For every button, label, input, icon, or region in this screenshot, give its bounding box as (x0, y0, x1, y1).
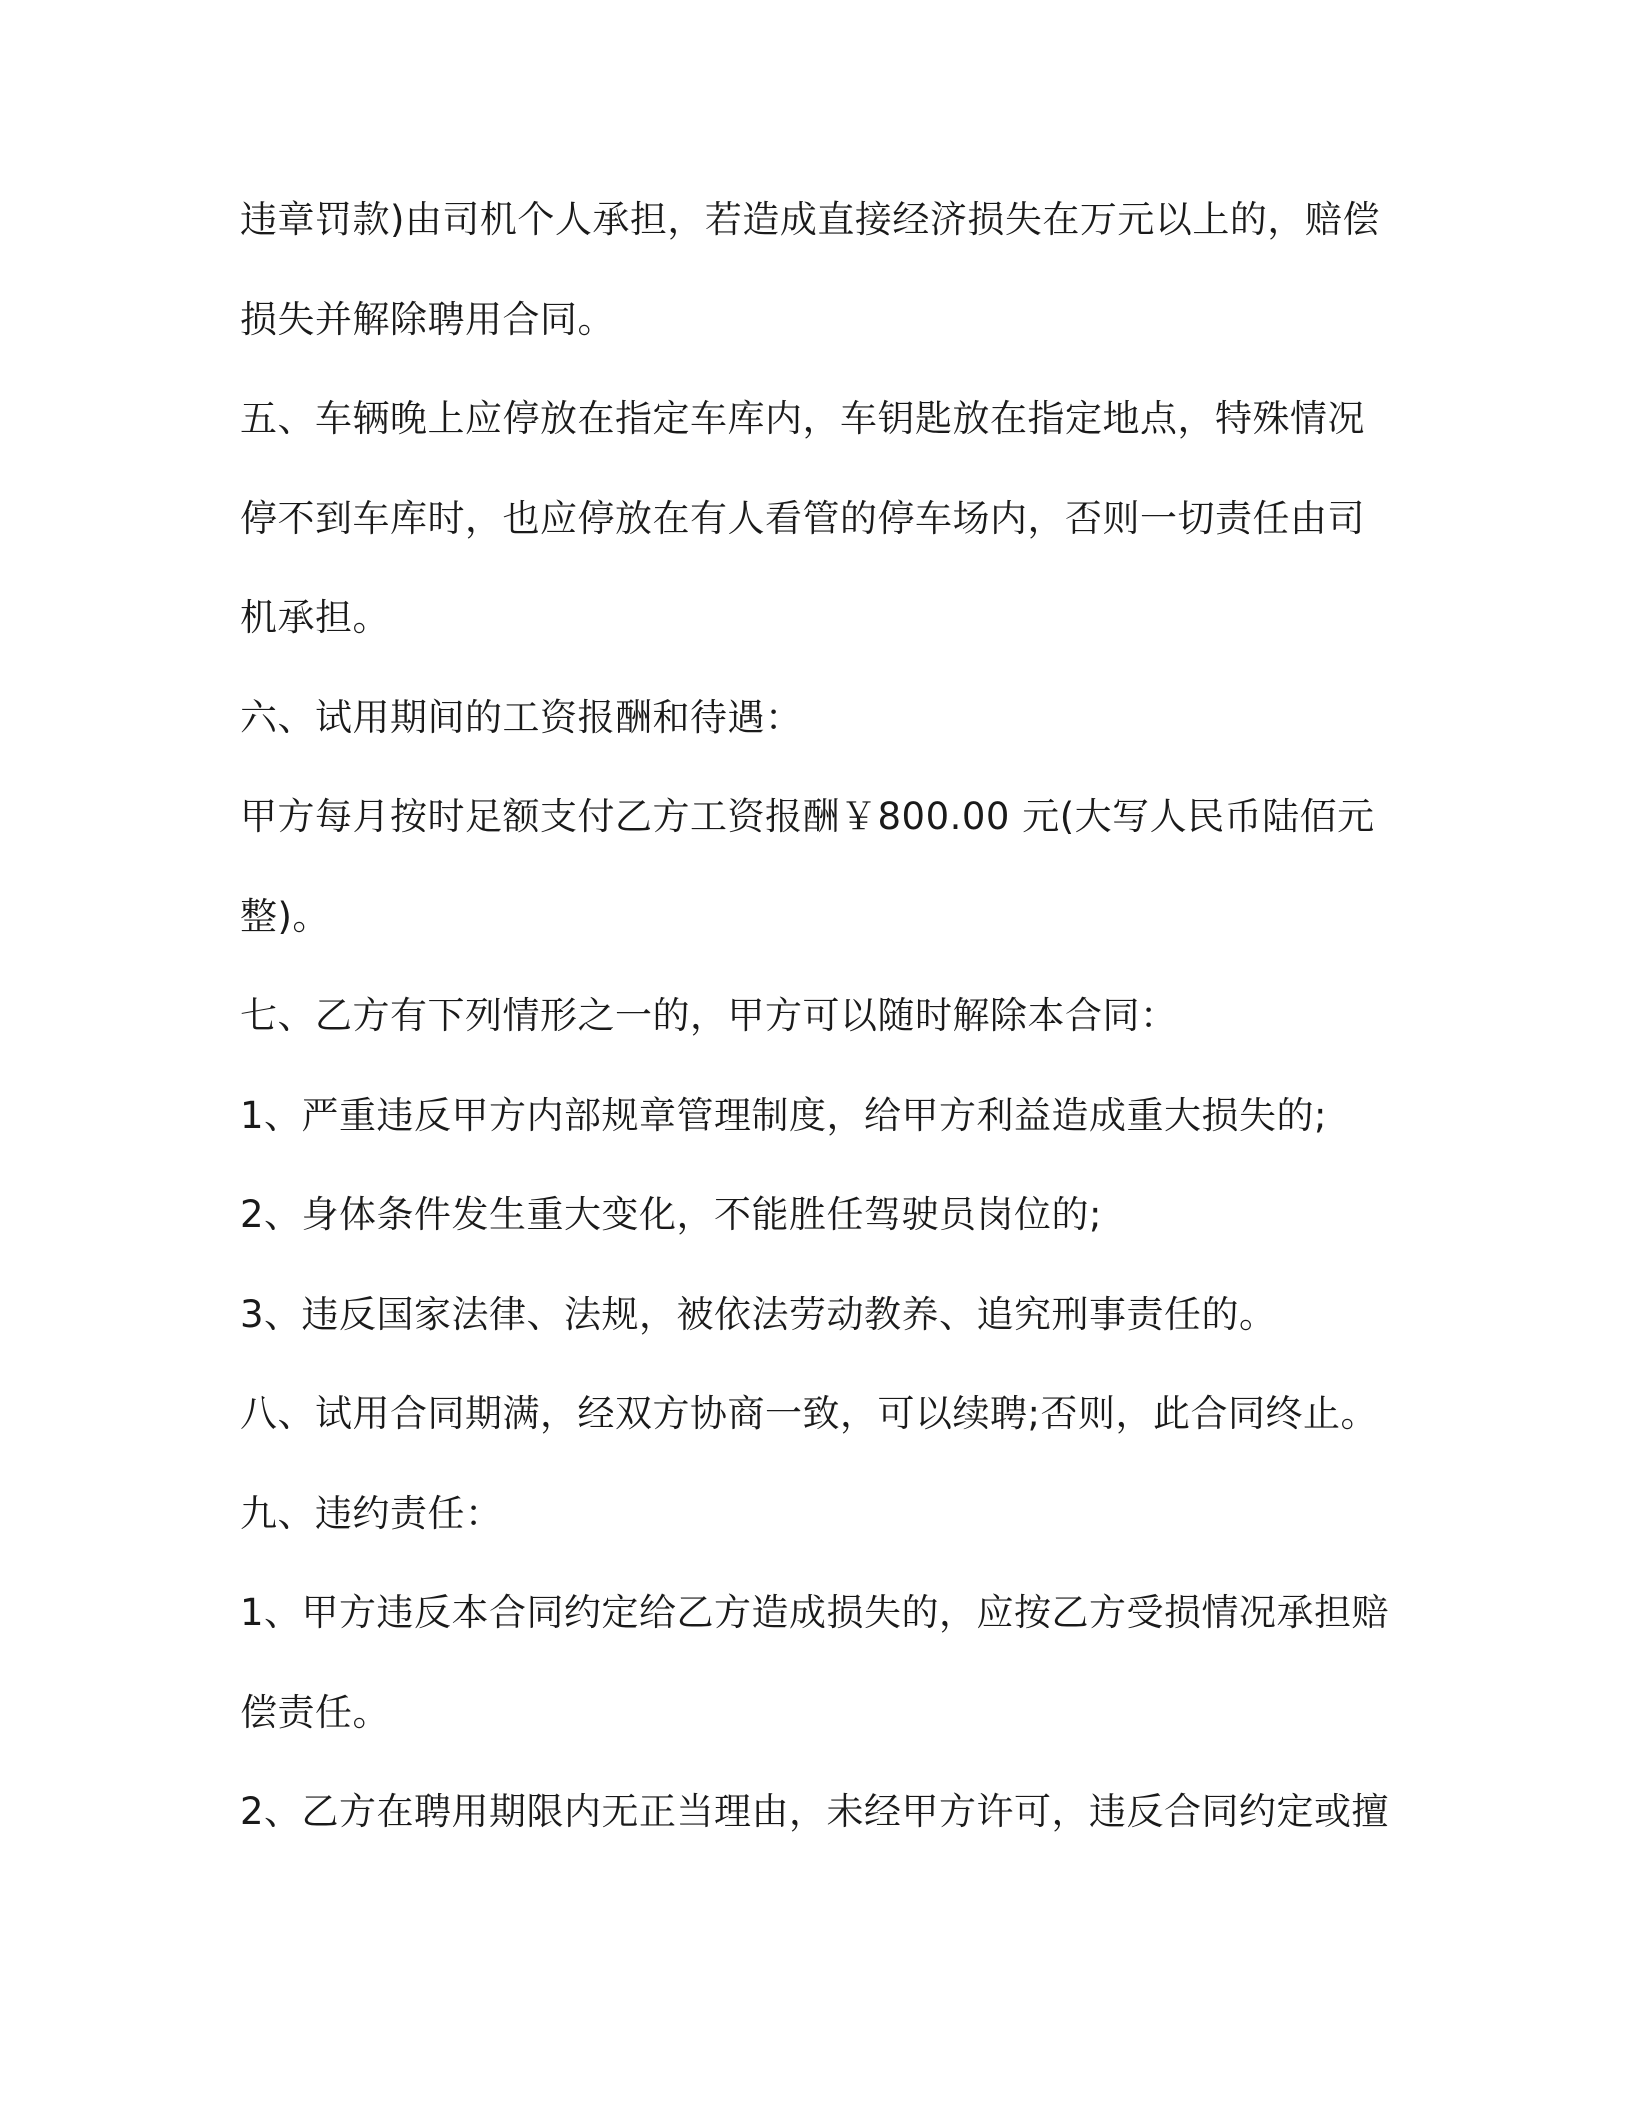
text-line: 损失并解除聘用合同。 (240, 298, 615, 341)
text-line: 2、身体条件发生重大变化，不能胜任驾驶员岗位的; (240, 1193, 1103, 1236)
text-line: 违章罚款)由司机个人承担，若造成直接经济损失在万元以上的，赔偿 (240, 198, 1380, 241)
text-line: 2、乙方在聘用期限内无正当理由，未经甲方许可，违反合同约定或擅 (240, 1790, 1390, 1833)
text-line: 1、甲方违反本合同约定给乙方造成损失的，应按乙方受损情况承担赔 (240, 1591, 1390, 1634)
text-line: 八、试用合同期满，经双方协商一致，可以续聘;否则，此合同终止。 (240, 1392, 1378, 1435)
text-line: 机承担。 (240, 596, 390, 639)
text-line: 1、严重违反甲方内部规章管理制度，给甲方利益造成重大损失的; (240, 1094, 1328, 1137)
text-line: 偿责任。 (240, 1691, 390, 1734)
text-line: 六、试用期间的工资报酬和待遇： (240, 696, 803, 739)
text-line: 九、违约责任： (240, 1492, 503, 1535)
text-line: 五、车辆晚上应停放在指定车库内，车钥匙放在指定地点，特殊情况 (240, 397, 1365, 440)
text-line: 3、违反国家法律、法规，被依法劳动教养、追究刑事责任的。 (240, 1293, 1277, 1336)
text-line: 七、乙方有下列情形之一的，甲方可以随时解除本合同： (240, 994, 1178, 1037)
text-line: 停不到车库时，也应停放在有人看管的停车场内，否则一切责任由司 (240, 497, 1365, 540)
text-line: 整)。 (240, 895, 330, 938)
text-line: 甲方每月按时足额支付乙方工资报酬￥800.00 元(大写人民币陆佰元 (240, 795, 1375, 838)
